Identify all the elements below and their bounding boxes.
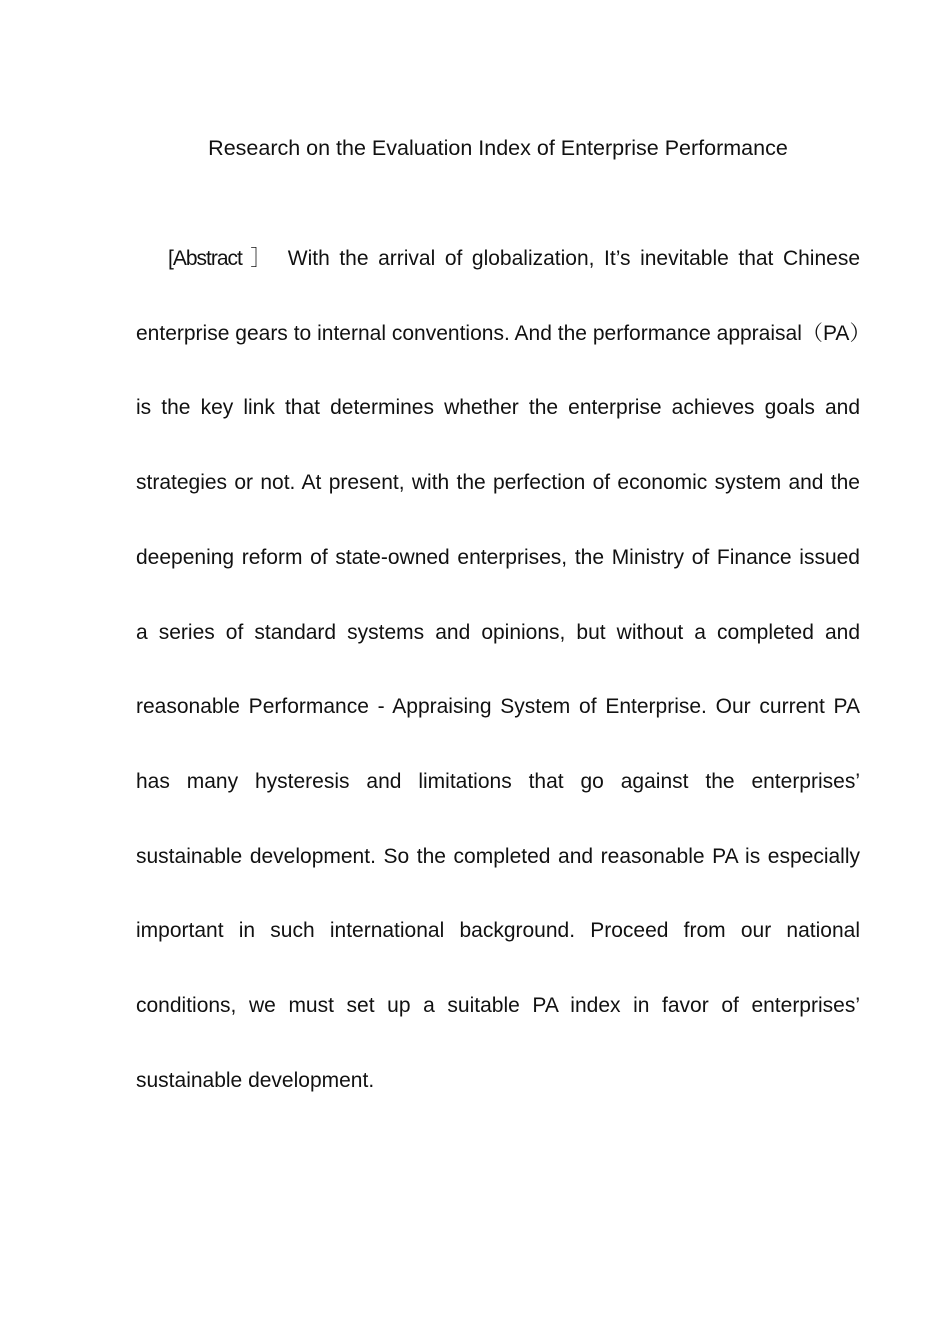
abstract-paragraph	[136, 222, 860, 1118]
abstract-text: With the arrival of globalization, It’s inevitable that Chinese enterprise gears to internal conventions. And the performance appraisal（PA）is the key link that determines whether the enterprise achieves goals and strategies or not. At present, with the perfection of economic system and the deepening reform of state-owned enterprises, the Ministry of Finance issued a series of standard systems and opinions, but without a completed and reasonable Performance - Appraising System of Enterprise. Our current PA has many hysteresis and limitations that go against the enterprises’ sustainable development. So the completed and reasonable PA is especially important in such international background. Proceed from our national conditions, we must set up a suitable PA index in favor of enterprises’ sustainable development.	[136, 247, 861, 1092]
abstract-label: [Abstract ］	[168, 247, 275, 270]
document-title: Research on the Evaluation Index of Enterprise Performance	[208, 136, 788, 160]
